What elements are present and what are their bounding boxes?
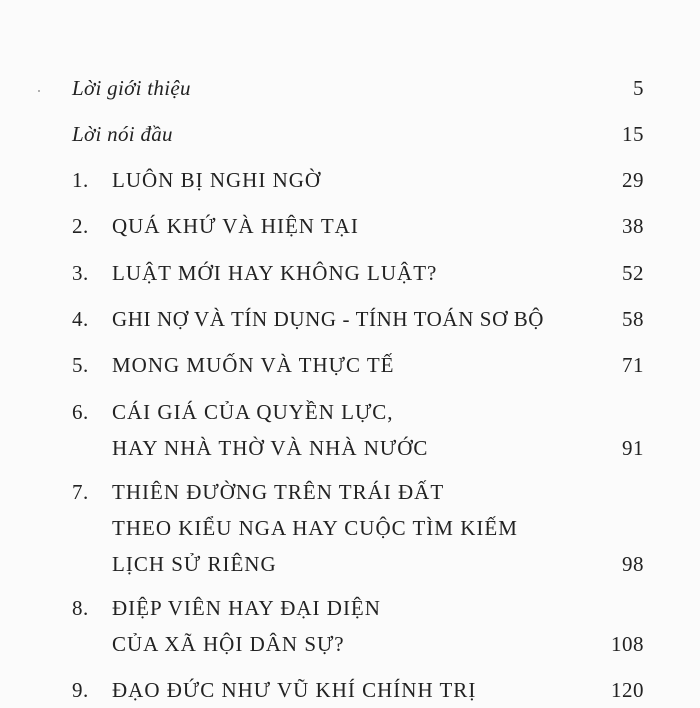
toc-entry-title — [112, 590, 381, 662]
toc-entry-title — [112, 162, 321, 198]
toc-entry-page-number: 29 — [622, 168, 644, 192]
toc-entry-title-line: QUÁ KHỨ VÀ HIỆN TẠI — [112, 214, 359, 238]
toc-entry-title-line: GHI NỢ VÀ TÍN DỤNG - TÍNH TOÁN SƠ BỘ — [112, 307, 545, 331]
toc-entry-title-line: Lời nói đầu — [72, 122, 173, 146]
toc-entry-page-number: 71 — [622, 353, 644, 377]
toc-entry-title — [112, 208, 359, 244]
toc-entry-title — [112, 301, 544, 337]
toc-entry-page-number: 108 — [611, 632, 644, 656]
toc-entry-title-line: Lời giới thiệu — [72, 76, 191, 100]
toc-entry-title-line: THIÊN ĐƯỜNG TRÊN TRÁI ĐẤT — [112, 480, 445, 504]
toc-entry-chapter-number: 3. — [72, 261, 89, 285]
toc-entry-chapter-number: 6. — [72, 400, 89, 424]
toc-entry-title-line: ĐIỆP VIÊN HAY ĐẠI DIỆN — [112, 596, 381, 620]
toc-entry-title-line: CỦA XÃ HỘI DÂN SỰ? — [112, 632, 345, 656]
toc-entry-page-number: 120 — [611, 678, 644, 702]
paper-speck — [38, 90, 40, 92]
toc-entry-title-line: LUẬT MỚI HAY KHÔNG LUẬT? — [112, 261, 438, 285]
toc-entry-page-number: 91 — [622, 436, 644, 460]
toc-entry-page-number: 98 — [622, 552, 644, 576]
toc-entry-title-line: MONG MUỐN VÀ THỰC TẾ — [112, 353, 395, 377]
toc-entry-chapter-number: 5. — [72, 353, 89, 377]
toc-entry-title-line: HAY NHÀ THỜ VÀ NHÀ NƯỚC — [112, 436, 429, 460]
toc-entry-page-number: 15 — [622, 122, 644, 146]
toc-entry-chapter-number: 4. — [72, 307, 89, 331]
toc-entry-title-line: ĐẠO ĐỨC NHƯ VŨ KHÍ CHÍNH TRỊ — [112, 678, 477, 702]
toc-entry-title-line: LỊCH SỬ RIÊNG — [112, 552, 277, 576]
toc-entry-chapter-number: 8. — [72, 596, 89, 620]
toc-entry-page-number: 58 — [622, 307, 644, 331]
toc-entry-page-number: 5 — [633, 76, 644, 100]
toc-entry-chapter-number: 2. — [72, 214, 89, 238]
toc-entry-chapter-number: 7. — [72, 480, 89, 504]
toc-entry-title — [112, 255, 437, 291]
toc-entry-title — [112, 474, 518, 582]
toc-entry-title-line: LUÔN BỊ NGHI NGỜ — [112, 168, 322, 192]
toc-entry-page-number: 52 — [622, 261, 644, 285]
toc-entry-chapter-number: 9. — [72, 678, 89, 702]
toc-entry-chapter-number: 1. — [72, 168, 89, 192]
toc-entry-title — [72, 70, 191, 106]
toc-entry-title — [112, 672, 476, 708]
toc-entry-title-line: THEO KIỂU NGA HAY CUỘC TÌM KIẾM — [112, 516, 518, 540]
toc-entry-title — [112, 347, 394, 383]
toc-entry-title — [112, 394, 428, 466]
toc-entry-page-number: 38 — [622, 214, 644, 238]
toc-entry-title-line: CÁI GIÁ CỦA QUYỀN LỰC, — [112, 400, 394, 424]
toc-entry-title — [72, 116, 173, 152]
